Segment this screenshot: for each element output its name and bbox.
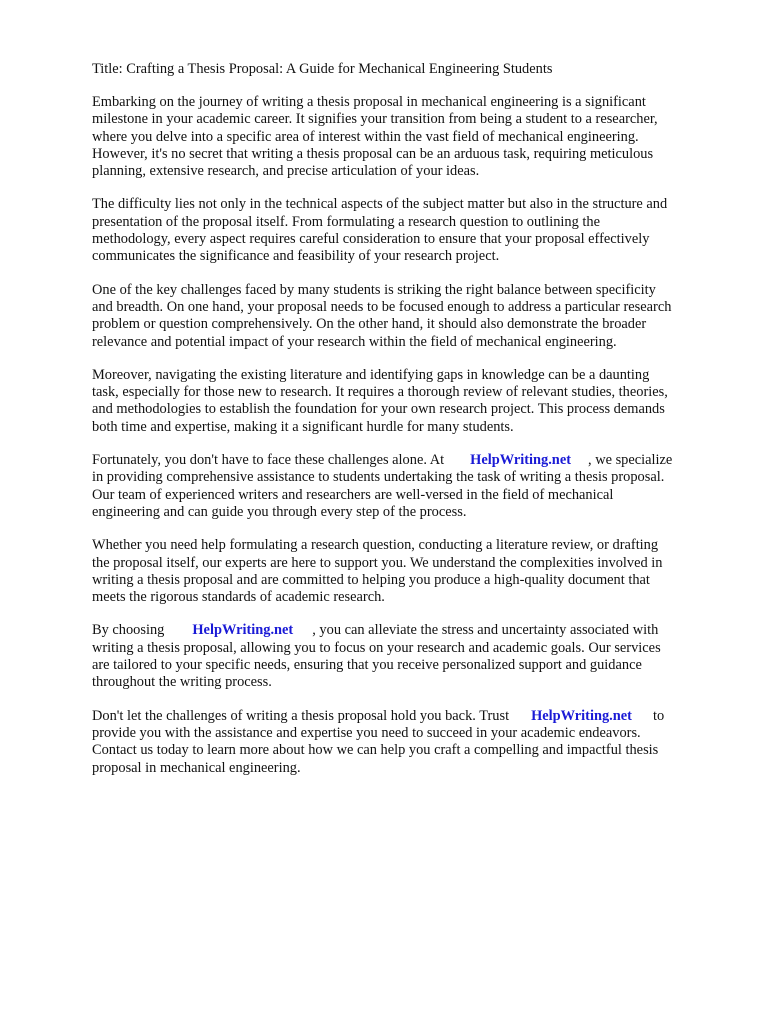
- text-line: Contact us today to learn more about how we can help you craft a compelling and impactful thesis: [92, 742, 659, 759]
- document-body: [92, 94, 720, 793]
- helpwriting-link[interactable]: HelpWriting.net: [470, 452, 571, 469]
- text-line: [92, 708, 720, 725]
- paragraph-fortunately: [92, 452, 720, 521]
- text-fragment: , we specialize: [588, 452, 673, 469]
- paragraph-challenges: [92, 282, 720, 351]
- text-line: are tailored to your specific needs, ensuring that you receive personalized support and guidance: [92, 657, 642, 674]
- text-line: One of the key challenges faced by many students is striking the right balance between specificity: [92, 281, 656, 298]
- paragraph-difficulty: [92, 196, 720, 265]
- helpwriting-link[interactable]: HelpWriting.net: [192, 622, 294, 639]
- paragraph-choosing: [92, 622, 720, 691]
- text-fragment: , you can alleviate the stress and uncertainty associated with: [312, 622, 659, 639]
- text-line: the proposal itself, our experts are here to support you. We understand the complexities involved in: [92, 554, 663, 571]
- document-title: Title: Crafting a Thesis Proposal: A Guide for Mechanical Engineering Students: [92, 61, 553, 77]
- text-line: and breadth. On one hand, your proposal needs to be focused enough to address a particular research: [92, 298, 672, 315]
- paragraph-support: [92, 537, 720, 606]
- text-line: presentation of the proposal itself. From formulating a research question to outlining the: [92, 213, 600, 230]
- text-line: planning, extensive research, and precise articulation of your ideas.: [92, 163, 480, 180]
- text-line: both time and expertise, making it a significant hurdle for many students.: [92, 418, 514, 435]
- text-line: engineering and can guide you through every step of the process.: [92, 503, 467, 520]
- text-line: Our team of experienced writers and researchers are well-versed in the field of mechanical: [92, 486, 614, 503]
- text-line: throughout the writing process.: [92, 674, 272, 691]
- text-line: However, it's no secret that writing a thesis proposal can be an arduous task, requiring meticulous: [92, 145, 654, 162]
- text-line: The difficulty lies not only in the technical aspects of the subject matter but also in the structure and: [92, 196, 668, 213]
- paragraph-literature: [92, 367, 720, 436]
- text-line: proposal in mechanical engineering.: [92, 759, 301, 776]
- text-line: problem or question comprehensively. On the other hand, it should also demonstrate the broader: [92, 316, 647, 333]
- text-line: and methodologies to establish the foundation for your own research project. This process demands: [92, 401, 665, 418]
- text-line: milestone in your academic career. It signifies your transition from being a student to a researcher,: [92, 111, 658, 128]
- text-line: Whether you need help formulating a research question, conducting a literature review, or drafting: [92, 537, 659, 554]
- text-line: meets the rigorous standards of academic research.: [92, 589, 385, 606]
- text-line: communicates the significance and feasibility of your research project.: [92, 248, 500, 265]
- text-line: Moreover, navigating the existing literature and identifying gaps in knowledge can be a daunting: [92, 366, 650, 383]
- text-fragment: to: [652, 707, 665, 724]
- text-line: where you delve into a specific area of interest within the vast field of mechanical engineering.: [92, 128, 639, 145]
- text-line: task, especially for those new to research. It requires a thorough review of relevant studies, theories,: [92, 384, 668, 401]
- text-line: [92, 452, 720, 469]
- text-line: writing a thesis proposal and are committed to helping you produce a high-quality document that: [92, 571, 650, 588]
- text-line: methodology, every aspect requires careful consideration to ensure that your proposal effectively: [92, 231, 650, 248]
- text-fragment: Don't let the challenges of writing a thesis proposal hold you back. Trust: [92, 707, 510, 724]
- paragraph-closing: [92, 708, 720, 777]
- text-line: in providing comprehensive assistance to students undertaking the task of writing a thesis proposal.: [92, 469, 665, 486]
- text-fragment: Fortunately, you don't have to face these challenges alone. At: [92, 452, 445, 469]
- text-line: relevance and potential impact of your research within the field of mechanical engineering.: [92, 333, 617, 350]
- text-line: provide you with the assistance and expertise you need to succeed in your academic endeavors.: [92, 724, 641, 741]
- text-line: writing a thesis proposal, allowing you to focus on your research and academic goals. Our services: [92, 639, 661, 656]
- helpwriting-link[interactable]: HelpWriting.net: [531, 707, 632, 724]
- text-line: Embarking on the journey of writing a thesis proposal in mechanical engineering is a significant: [92, 94, 646, 110]
- paragraph-intro: [92, 94, 720, 180]
- text-fragment: By choosing: [92, 622, 165, 639]
- text-line: [92, 622, 720, 639]
